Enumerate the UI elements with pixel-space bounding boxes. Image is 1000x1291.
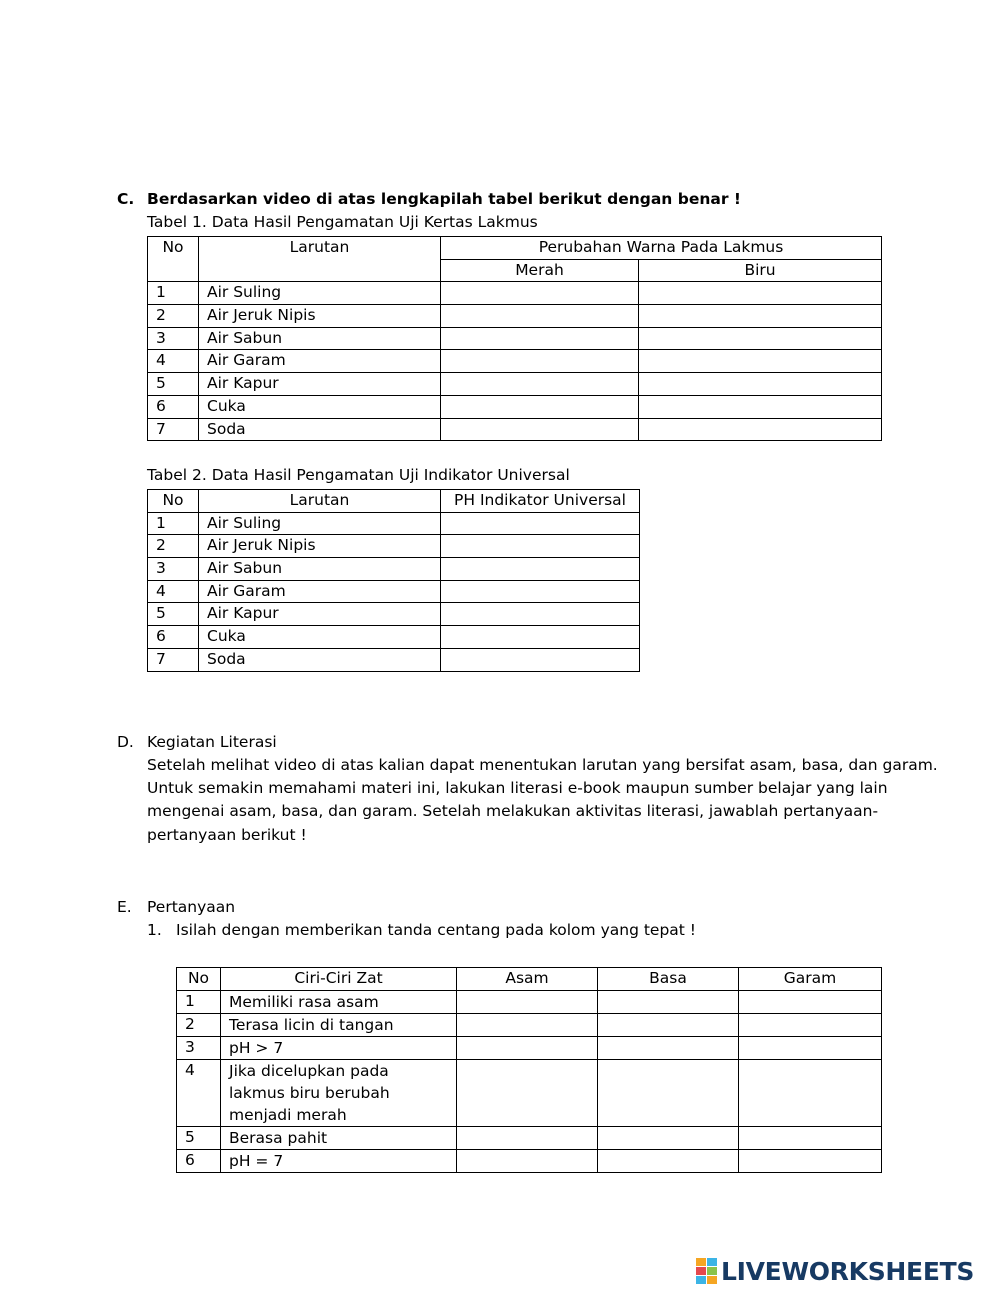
table3-cell-asam[interactable] [457,1036,598,1059]
table1-cell-no: 6 [148,395,199,418]
table3-cell-ciri: Memiliki rasa asam [221,990,457,1013]
section-d-heading: Kegiatan Literasi [147,733,277,751]
table3-header-basa: Basa [598,968,739,991]
table1-cell-larutan: Air Suling [199,282,441,305]
table1-header-biru: Biru [639,259,882,282]
table2-cell-larutan: Air Suling [199,512,441,535]
table2 [147,489,640,672]
table1-cell-merah[interactable] [441,305,639,328]
section-c-heading: Berdasarkan video di atas lengkapilah tabel berikut dengan benar ! [147,190,741,208]
table1-caption: Tabel 1. Data Hasil Pengamatan Uji Kertas Lakmus [147,213,538,231]
table1-cell-biru[interactable] [639,282,882,305]
table3-cell-basa[interactable] [598,1126,739,1149]
table1-cell-larutan: Soda [199,418,441,441]
section-c-letter: C. [117,190,135,208]
table1-cell-merah[interactable] [441,373,639,396]
table1-row [148,327,882,350]
table3-header-no: No [177,968,221,991]
table3-row [177,990,882,1013]
table3-cell-asam[interactable] [457,1059,598,1126]
table2-cell-larutan: Air Garam [199,580,441,603]
section-d-line-3: mengenai asam, basa, dan garam. Setelah melakukan aktivitas literasi, jawablah pertanyaan- [147,802,879,820]
table3-header-garam: Garam [739,968,882,991]
table1-cell-biru[interactable] [639,373,882,396]
table3-cell-no: 5 [177,1126,221,1149]
table2-cell-ph[interactable] [441,512,640,535]
table1-row [148,282,882,305]
table3-cell-ciri: Berasa pahit [221,1126,457,1149]
table3-row [177,1013,882,1036]
table3-cell-asam[interactable] [457,990,598,1013]
table3-cell-garam[interactable] [739,1036,882,1059]
table2-cell-ph[interactable] [441,626,640,649]
table1-cell-merah[interactable] [441,327,639,350]
table1-cell-no: 1 [148,282,199,305]
section-d-letter: D. [117,733,134,751]
table3-cell-basa[interactable] [598,1149,739,1172]
table3-cell-asam[interactable] [457,1149,598,1172]
table3-cell-ciri: Terasa licin di tangan [221,1013,457,1036]
table1-row [148,373,882,396]
table3-row [177,1036,882,1059]
table1-cell-merah[interactable] [441,350,639,373]
table1-cell-merah[interactable] [441,418,639,441]
table2-header-ph: PH Indikator Universal [441,490,640,513]
table1-header-larutan: Larutan [199,237,441,282]
table1-cell-larutan: Cuka [199,395,441,418]
table3-cell-garam[interactable] [739,990,882,1013]
table2-cell-no: 3 [148,558,199,581]
table3-cell-no: 6 [177,1149,221,1172]
table2-header-larutan: Larutan [199,490,441,513]
table2-row [148,558,640,581]
table1-cell-larutan: Air Garam [199,350,441,373]
table3-cell-no: 1 [177,990,221,1013]
table2-row [148,580,640,603]
table3-cell-garam[interactable] [739,1126,882,1149]
table2-cell-larutan: Soda [199,648,441,671]
table3-cell-garam[interactable] [739,1013,882,1036]
table1-cell-larutan: Air Sabun [199,327,441,350]
table1-cell-no: 2 [148,305,199,328]
table3-cell-ciri: pH = 7 [221,1149,457,1172]
table3-cell-ciri: Jika dicelupkan pada lakmus biru berubah menjadi merah [221,1059,457,1126]
table1-cell-no: 4 [148,350,199,373]
table1-header-group: Perubahan Warna Pada Lakmus [441,237,882,260]
table2-cell-ph[interactable] [441,535,640,558]
table3-cell-basa[interactable] [598,990,739,1013]
table1 [147,236,882,441]
table2-row [148,512,640,535]
liveworksheets-logo [696,1256,974,1286]
table2-cell-larutan: Air Kapur [199,603,441,626]
table2-cell-no: 5 [148,603,199,626]
table2-cell-no: 2 [148,535,199,558]
table1-cell-biru[interactable] [639,350,882,373]
table1-header-merah: Merah [441,259,639,282]
table1-cell-merah[interactable] [441,282,639,305]
table2-row [148,603,640,626]
table3-cell-asam[interactable] [457,1013,598,1036]
table2-cell-larutan: Air Sabun [199,558,441,581]
table2-cell-ph[interactable] [441,558,640,581]
table3-row [177,1126,882,1149]
table2-row [148,626,640,649]
table3-cell-no: 2 [177,1013,221,1036]
table1-cell-larutan: Air Jeruk Nipis [199,305,441,328]
table2-cell-no: 7 [148,648,199,671]
liveworksheets-logo-icon [696,1258,717,1284]
table3-header-ciri: Ciri-Ciri Zat [221,968,457,991]
table1-cell-no: 7 [148,418,199,441]
table3-cell-no: 4 [177,1059,221,1126]
table2-row [148,648,640,671]
table1-cell-larutan: Air Kapur [199,373,441,396]
table2-cell-no: 1 [148,512,199,535]
section-d-line-4: pertanyaan berikut ! [147,826,307,844]
table3-row [177,1149,882,1172]
table1-cell-biru[interactable] [639,305,882,328]
table3 [176,967,882,1173]
table2-cell-ph[interactable] [441,580,640,603]
table3-cell-asam[interactable] [457,1126,598,1149]
section-e-heading: Pertanyaan [147,898,236,916]
table3-row [177,1059,882,1126]
table1-row [148,350,882,373]
table1-row [148,305,882,328]
table1-header-no: No [148,237,199,282]
table2-cell-ph[interactable] [441,648,640,671]
table3-cell-ciri: pH > 7 [221,1036,457,1059]
table1-cell-biru[interactable] [639,395,882,418]
table1-cell-merah[interactable] [441,395,639,418]
table1-cell-no: 5 [148,373,199,396]
liveworksheets-logo-text: LIVEWORKSHEETS [721,1256,975,1286]
table1-cell-biru[interactable] [639,418,882,441]
table1-cell-no: 3 [148,327,199,350]
table2-row [148,535,640,558]
table1-row [148,395,882,418]
section-e-letter: E. [117,898,132,916]
table2-caption: Tabel 2. Data Hasil Pengamatan Uji Indikator Universal [147,466,570,484]
table1-cell-biru[interactable] [639,327,882,350]
table2-cell-ph[interactable] [441,603,640,626]
table2-cell-larutan: Air Jeruk Nipis [199,535,441,558]
table3-cell-basa[interactable] [598,1036,739,1059]
section-d-line-1: Setelah melihat video di atas kalian dapat menentukan larutan yang bersifat asam, basa, dan garam. [147,756,938,774]
table3-cell-garam[interactable] [739,1059,882,1126]
table3-cell-no: 3 [177,1036,221,1059]
table1-row [148,418,882,441]
table2-header-no: No [148,490,199,513]
table2-cell-no: 6 [148,626,199,649]
table2-cell-larutan: Cuka [199,626,441,649]
question-1-text: Isilah dengan memberikan tanda centang pada kolom yang tepat ! [176,921,696,939]
section-d-line-2: Untuk semakin memahami materi ini, lakukan literasi e-book maupun sumber belajar yang lain [147,779,888,797]
table3-cell-basa[interactable] [598,1013,739,1036]
table3-header-asam: Asam [457,968,598,991]
table3-cell-garam[interactable] [739,1149,882,1172]
table2-cell-no: 4 [148,580,199,603]
question-1-number: 1. [147,921,162,939]
table3-cell-basa[interactable] [598,1059,739,1126]
